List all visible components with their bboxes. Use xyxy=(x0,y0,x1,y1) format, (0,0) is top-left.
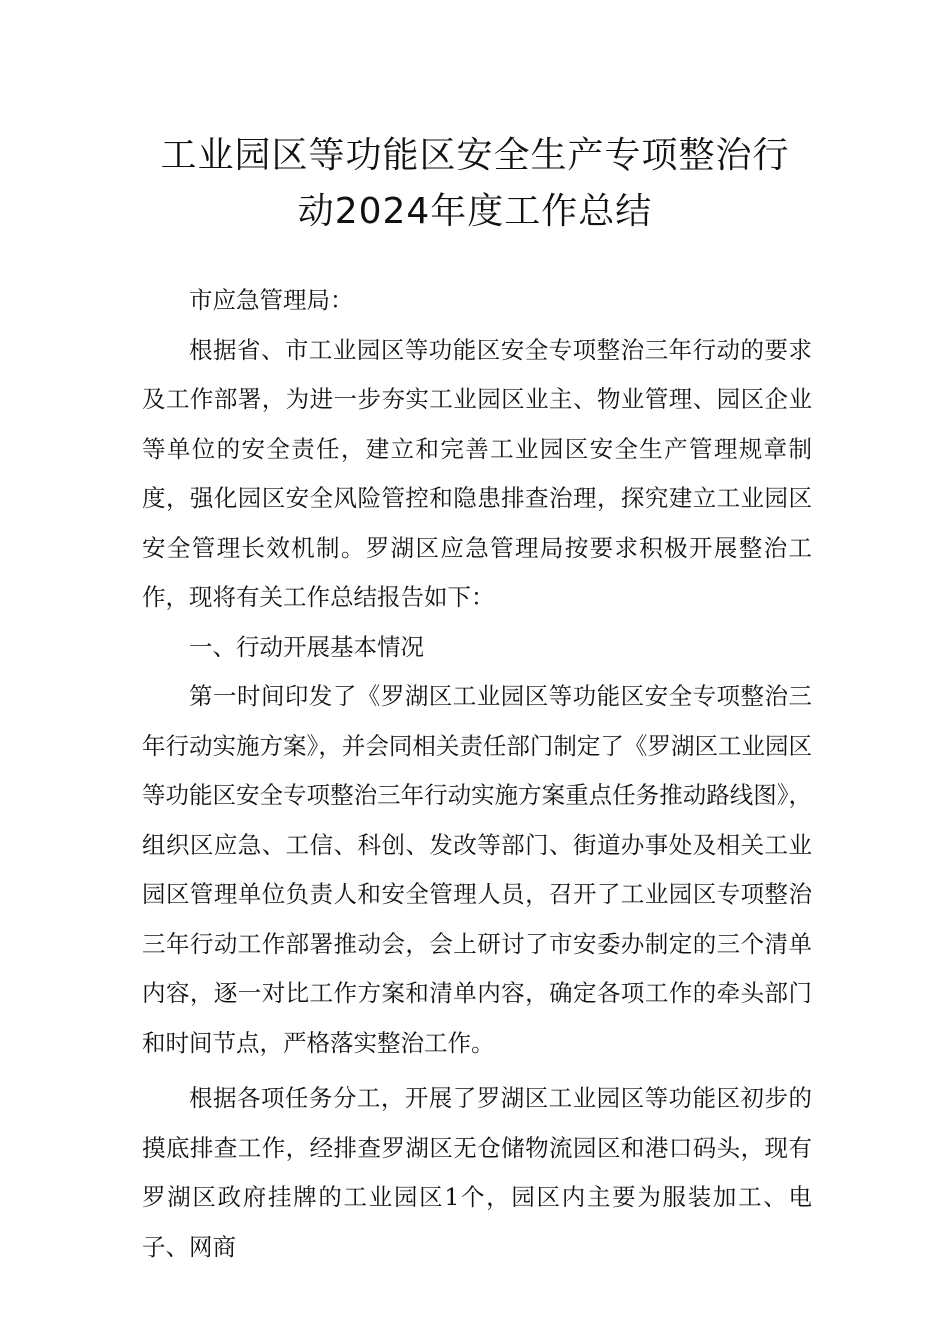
paragraph-investigation: 根据各项任务分工，开展了罗湖区工业园区等功能区初步的摸底排查工作，经排查罗湖区无仓储物流园区和港口码头，现有罗湖区政府挂牌的工业园区1个，园区内主要为服装加工、电子、网商 xyxy=(142,1084,812,1261)
paragraph-intro: 根据省、市工业园区等功能区安全专项整治三年行动的要求及工作部署，为进一步夯实工业园区业主、物业管理、园区企业等单位的安全责任，建立和完善工业园区安全生产管理规章制度，强化园区安全风险管控和隐患排查治理，探究建立工业园区安全管理长效机制。罗湖区应急管理局按要求积极开展整治工作，现将有关工作总结报告如下： xyxy=(142,335,812,611)
section-heading: 一、行动开展基本情况 xyxy=(189,632,424,661)
salutation: 市应急管理局： xyxy=(189,286,354,314)
document-title xyxy=(120,128,830,240)
document-body xyxy=(142,276,812,1272)
title-line-2: 动2024年度工作总结 xyxy=(297,191,653,232)
title-line-1: 工业园区等功能区安全生产专项整治行 xyxy=(160,135,790,176)
paragraph-implementation: 第一时间印发了《罗湖区工业园区等功能区安全专项整治三年行动实施方案》，并会同相关责任部门制定了《罗湖区工业园区等功能区安全专项整治三年行动实施方案重点任务推动路线图》，组织区应急、工信、科创、发改等部门、街道办事处及相关工业园区管理单位负责人和安全管理人员，召开了工业园区专项整治三年行动工作部署推动会，会上研讨了市安委办制定的三个清单内容，逐一对比工作方案和清单内容，确定各项工作的牵头部门和时间节点，严格落实整治工作。 xyxy=(142,682,812,1057)
